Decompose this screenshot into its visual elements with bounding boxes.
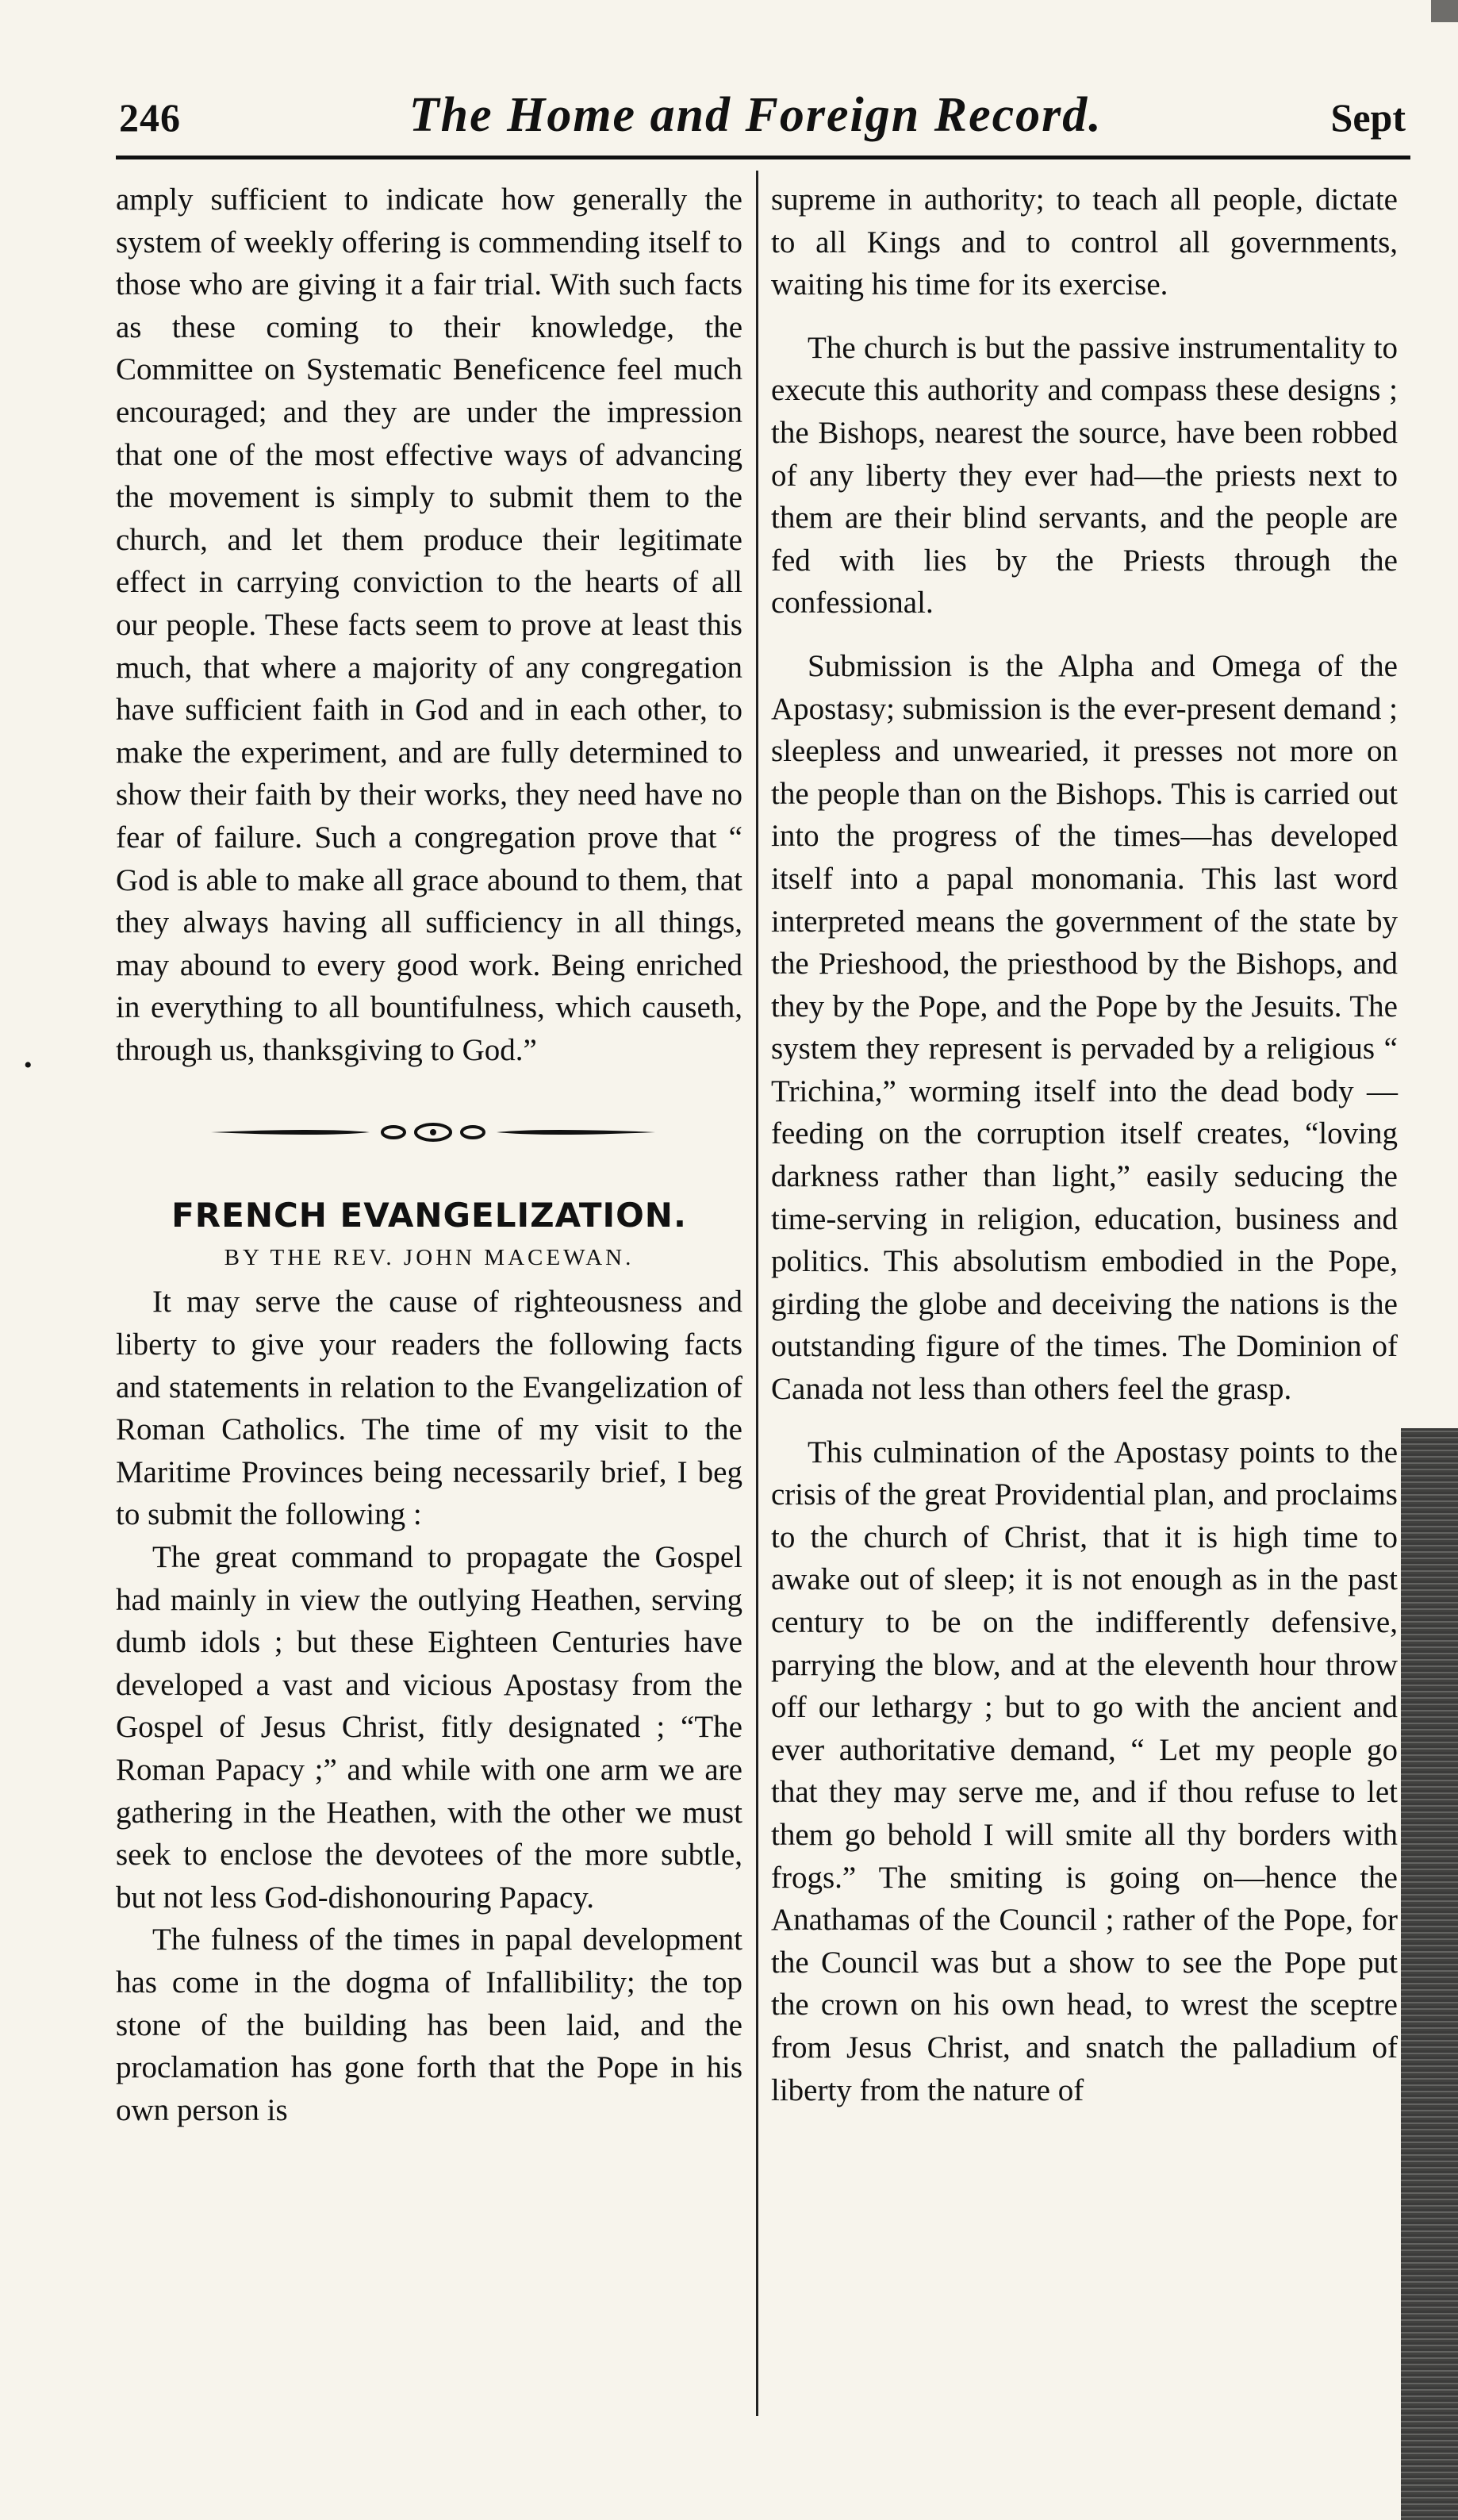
scan-edge-shadow-top xyxy=(1431,0,1458,22)
section-title: FRENCH EVANGELIZATION. xyxy=(171,1196,687,1235)
right-paragraph-3: Submission is the Alpha and Omega of the Apostasy; submission is the ever-present demand ; sleepless and unwearied, it presses not more on the people than on the Bishops. This is carried out into the progress of the times—has developed itself into a papal monomania. This last word interpreted means the government of the state by the Prieshood, the priesthood by the Bishops, and they by the Pope, and the Pope by the Jesuits. The system they represent is pervaded by a religious “ Trichina,” worming itself into the dead body —feeding on the corruption itself creates, “loving darkness rather than light,” easily seducing the time-serving in religion, education, business and politics. This absolutism embodied in the Pope, girding the globe and deceiving the nations is the outstanding figure of the times. The Dominion of Canada not less than others feel the grasp. xyxy=(771,648,1398,1407)
header-month: Sept xyxy=(1330,95,1406,140)
scan-edge-shadow xyxy=(1401,1428,1458,2520)
left-paragraph-3: The great command to propagate the Gospel had mainly in view the outlying Heathen, serving dumb idols ; but these Eighteen Centuries have developed a vast and vicious Apostasy from the Gospel of Jesus Christ, fitly designated ; “The Roman Papacy ;” and while with one arm we are gathering in the Heathen, with the other we must seek to enclose the devotees of the more subtle, but not less God-dishonouring Papacy. xyxy=(116,1540,742,1915)
right-column xyxy=(771,179,1398,2111)
right-paragraph-1: supreme in authority; to teach all people, dictate to all Kings and to control all governments, waiting his time for its exercise. xyxy=(771,182,1398,302)
column-divider xyxy=(756,171,758,2416)
header-rule xyxy=(116,156,1410,159)
ornamental-divider xyxy=(211,1120,655,1144)
left-paragraph-1: amply sufficient to indicate how generally the system of weekly offering is commending itself to those who are giving it a fair trial. With such facts as these coming to their knowledge, the Committee on Systematic Beneficence feel much encouraged; and they are under the impression that one of the most effective ways of advancing the movement is simply to submit them to the church, and let them produce their legitimate effect in carrying conviction to the hearts of all our people. These facts seem to prove at least this much, that where a majority of any congregation have sufficient faith in God and in each other, to make the experiment, and are fully determined to show their faith by their works, they need have no fear of failure. Such a congregation prove that “ God is able to make all grace abound to them, that they always having all sufficiency in all things, may abound to every good work. Being enriched in everything to all bountifulness, which causeth, through us, thanksgiving to God.” xyxy=(116,182,742,1067)
right-paragraph-2: The church is but the passive instrumentality to execute this authority and compass these designs ; the Bishops, nearest the source, have been robbed of any liberty they ever had—the priests next to them are their blind servants, and the people are fed with lies by the Priests through the confessional. xyxy=(771,330,1398,620)
running-header xyxy=(119,87,1406,159)
journal-title: The Home and Foreign Record. xyxy=(409,88,1103,142)
left-paragraph-2: It may serve the cause of righteousness and liberty to give your readers the following facts and statements in relation to the Evangelization of Roman Catholics. The time of my visit to the Maritime Provinces being necessarily brief, I beg to submit the following : xyxy=(116,1285,742,1532)
page-number: 246 xyxy=(119,95,181,140)
margin-mark: • xyxy=(24,1052,33,1078)
byline: BY THE REV. JOHN MACEWAN. xyxy=(224,1245,635,1271)
left-column xyxy=(116,179,742,2131)
right-paragraph-4: This culmination of the Apostasy points to the crisis of the great Providential plan, and proclaims to the church of Christ, that it is high time to awake out of sleep; it is not enough as in the past century to be on the indifferently defensive, parrying the blow, and at the eleventh hour throw off our lethargy ; but to go with the ancient and ever authoritative demand, “ Let my people go that they may serve me, and if thou refuse to let them go behold I will smite all thy borders with frogs.” The smiting is going on—hence the Anathamas of the Council ; rather of the Pope, for the Council was but a show to see the Pope put the crown on his own head, to wrest the sceptre from Jesus Christ, and snatch the palladium of liberty from the nature of xyxy=(771,1435,1398,2107)
left-paragraph-4: The fulness of the times in papal development has come in the dogma of Infallibility; the top stone of the building has been laid, and the proclamation has gone forth that the Pope in his own person is xyxy=(116,1923,742,2127)
